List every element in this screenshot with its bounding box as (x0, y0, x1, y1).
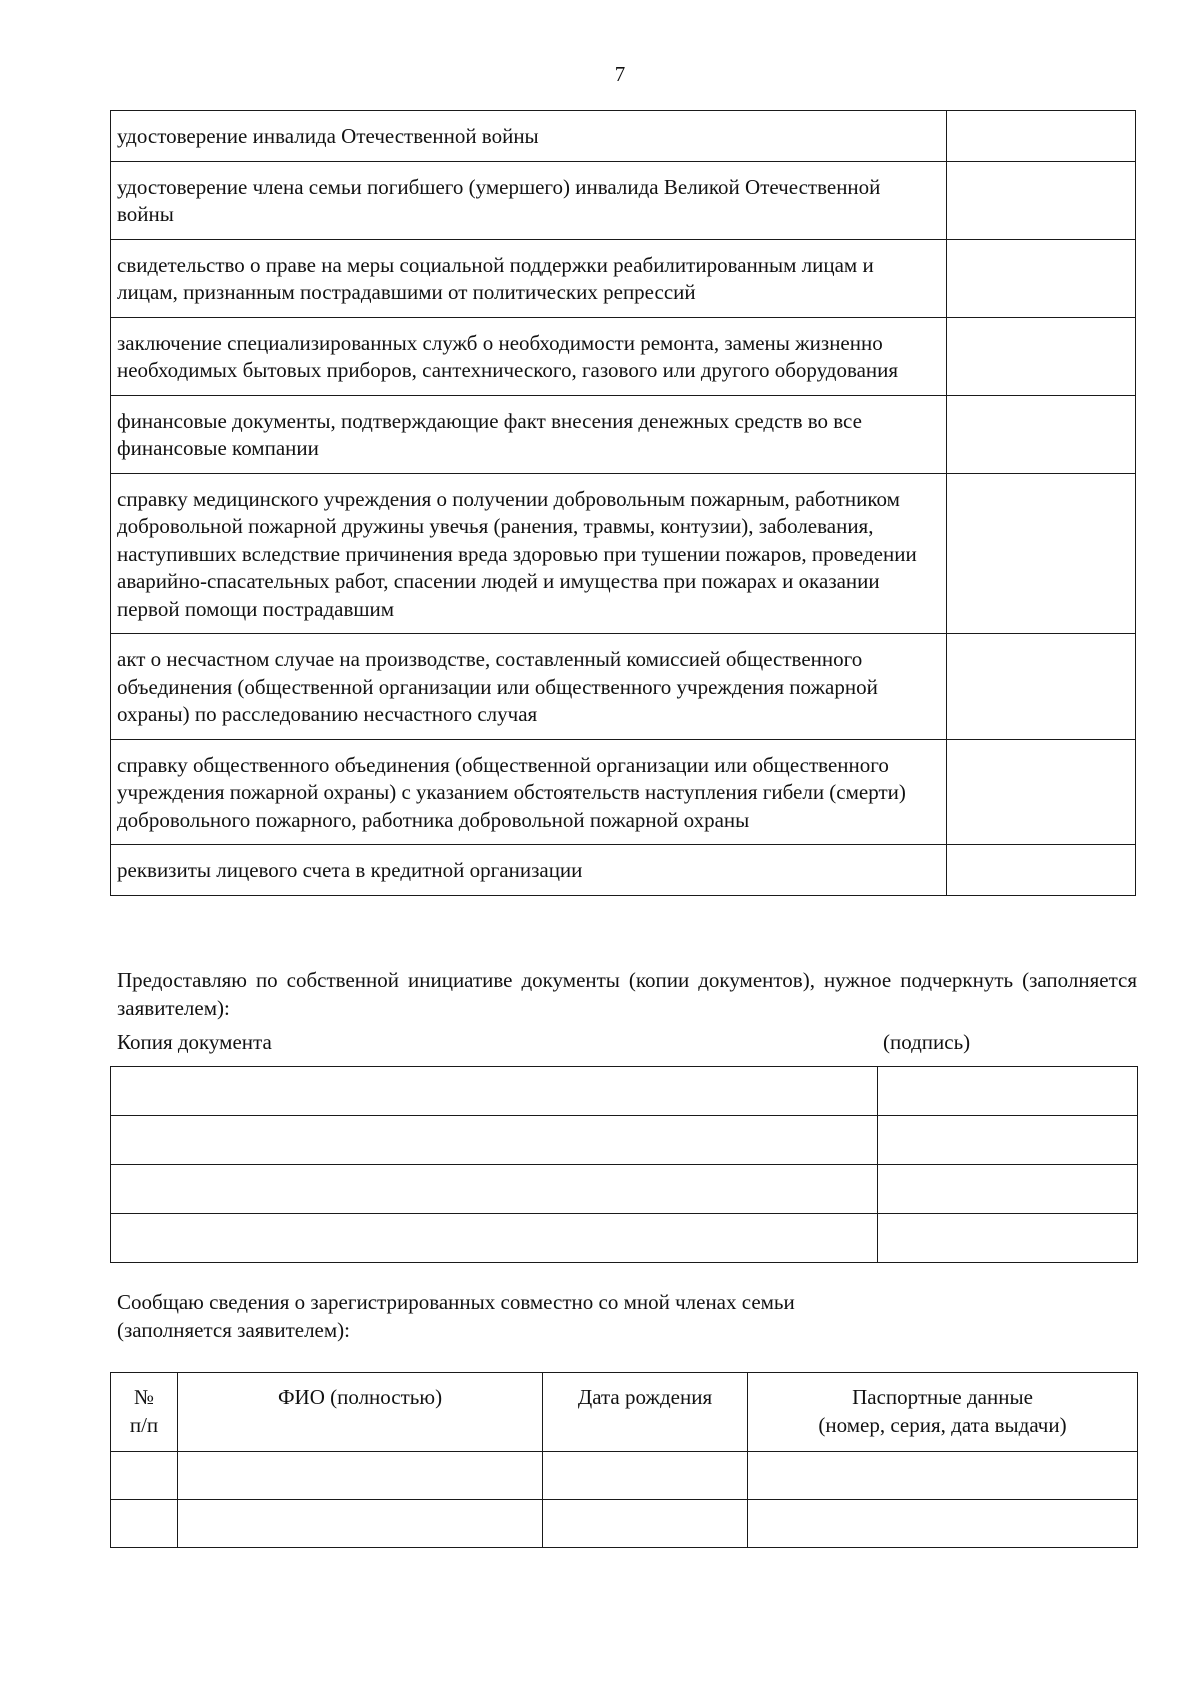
copies-table (110, 1066, 1138, 1263)
signature-cell[interactable] (878, 1214, 1138, 1263)
passport-cell[interactable] (748, 1452, 1138, 1500)
document-label: справку общественного объединения (общественной организации или общественного учреждения пожарной охраны) с указанием обстоятельств наступления гибели (смерти) добровольного пожарного, работника добровольной пожарной охраны (111, 739, 947, 845)
table-row (111, 845, 1136, 896)
documents-table (110, 110, 1136, 896)
header-passport-detail: (номер, серия, дата выдачи) (818, 1413, 1067, 1437)
number-cell[interactable] (111, 1452, 178, 1500)
document-mark-cell[interactable] (947, 239, 1136, 317)
document-mark-cell[interactable] (947, 634, 1136, 740)
header-number-symbol: № (133, 1385, 155, 1409)
table-row (111, 1116, 1138, 1165)
family-intro-line: Сообщаю сведения о зарегистрированных совместно со мной членах семьи (117, 1290, 795, 1314)
copy-document-cell[interactable] (111, 1116, 878, 1165)
signature-label: (подпись) (883, 1030, 971, 1054)
copy-document-cell[interactable] (111, 1214, 878, 1263)
table-row (111, 739, 1136, 845)
table-row (111, 1214, 1138, 1263)
table-row (111, 1165, 1138, 1214)
document-label: удостоверение инвалида Отечественной войны (111, 111, 947, 162)
table-row (111, 111, 1136, 162)
document-label: справку медицинского учреждения о получении добровольным пожарным, работником добровольной пожарной дружины увечья (ранения, травмы, контузии), заболевания, наступивших вследствие причинения вреда здоровью при тушении пожаров, проведении аварийно-спасательных работ, спасении людей и имущества при пожарах и оказании первой помощи пострадавшим (111, 473, 947, 634)
table-row (111, 1067, 1138, 1116)
family-intro (117, 1288, 1137, 1344)
family-members-table (110, 1372, 1138, 1548)
document-label: финансовые документы, подтверждающие факт внесения денежных средств во все финансовые компании (111, 395, 947, 473)
table-row (111, 634, 1136, 740)
document-mark-cell[interactable] (947, 845, 1136, 896)
table-row (111, 1500, 1138, 1548)
document-mark-cell[interactable] (947, 161, 1136, 239)
header-passport (748, 1373, 1138, 1452)
header-number-abbr: п/п (129, 1413, 159, 1437)
table-row (111, 395, 1136, 473)
page-number: 7 (614, 62, 626, 86)
document-mark-cell[interactable] (947, 473, 1136, 634)
table-row (111, 473, 1136, 634)
document-mark-cell[interactable] (947, 395, 1136, 473)
table-row (111, 317, 1136, 395)
copy-document-cell[interactable] (111, 1067, 878, 1116)
header-number (111, 1373, 178, 1452)
signature-cell[interactable] (878, 1116, 1138, 1165)
copy-document-cell[interactable] (111, 1165, 878, 1214)
signature-cell[interactable] (878, 1067, 1138, 1116)
document-label: удостоверение члена семьи погибшего (умершего) инвалида Великой Отечественной войны (111, 161, 947, 239)
document-mark-cell[interactable] (947, 739, 1136, 845)
document-mark-cell[interactable] (947, 317, 1136, 395)
document-label: реквизиты лицевого счета в кредитной организации (111, 845, 947, 896)
birth-date-cell[interactable] (543, 1452, 748, 1500)
passport-cell[interactable] (748, 1500, 1138, 1548)
birth-date-cell[interactable] (543, 1500, 748, 1548)
table-row (111, 161, 1136, 239)
fio-cell[interactable] (178, 1500, 543, 1548)
table-row (111, 239, 1136, 317)
number-cell[interactable] (111, 1500, 178, 1548)
fio-cell[interactable] (178, 1452, 543, 1500)
header-birth-date: Дата рождения (543, 1373, 748, 1452)
document-label: акт о несчастном случае на производстве, составленный комиссией общественного объединения (общественной организации или общественного учреждения пожарной охраны) по расследованию несчастного случая (111, 634, 947, 740)
signature-cell[interactable] (878, 1165, 1138, 1214)
table-row (111, 1452, 1138, 1500)
family-intro-line: (заполняется заявителем): (117, 1318, 350, 1342)
document-label: свидетельство о праве на меры социальной поддержки реабилитированным лицам и лицам, признанным пострадавшими от политических репрессий (111, 239, 947, 317)
copies-intro: Предоставляю по собственной инициативе документы (копии документов), нужное подчеркнуть (заполняется заявителем): (117, 968, 1137, 1020)
header-fio: ФИО (полностью) (178, 1373, 543, 1452)
document-mark-cell[interactable] (947, 111, 1136, 162)
table-header-row (111, 1373, 1138, 1452)
document-label: заключение специализированных служб о необходимости ремонта, замены жизненно необходимых бытовых приборов, сантехнического, газового или другого оборудования (111, 317, 947, 395)
copy-document-label: Копия документа (117, 1030, 272, 1054)
header-passport-title: Паспортные данные (852, 1385, 1033, 1409)
